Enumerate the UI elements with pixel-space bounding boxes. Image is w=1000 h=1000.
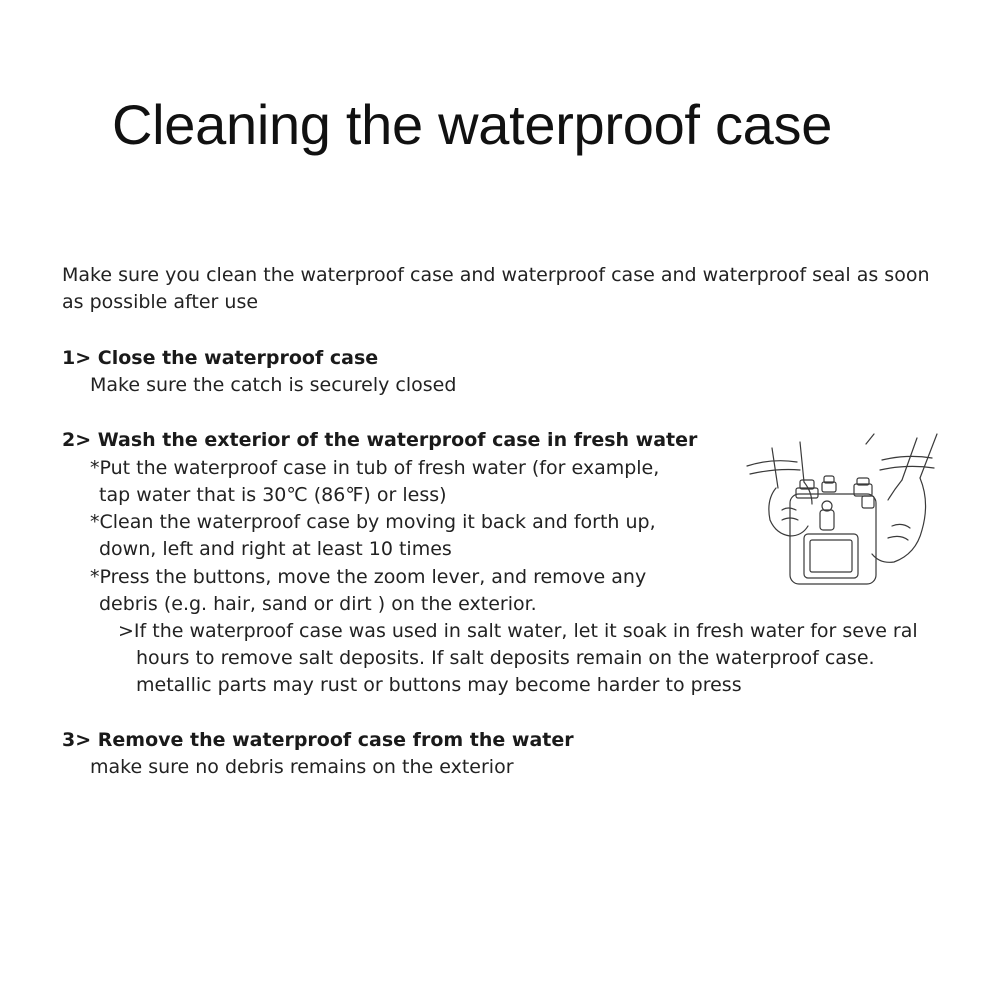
step-2-text: *Clean the waterproof case by moving it back and forth up, xyxy=(90,511,656,533)
step-1-heading: 1> Close the waterproof case xyxy=(62,347,379,369)
step-1-text: Make sure the catch is securely closed xyxy=(90,374,457,396)
step-2-text: *Press the buttons, move the zoom lever, and remove any xyxy=(90,566,647,588)
step-2-text: *Put the waterproof case in tub of fresh water (for example, xyxy=(90,457,660,479)
intro-line: Make sure you clean the waterproof case and waterproof case and waterproof seal as soon xyxy=(62,264,930,286)
step-2-text: tap water that is 30℃ (86℉) or less) xyxy=(99,484,447,506)
step-2-heading: 2> Wash the exterior of the waterproof case in fresh water xyxy=(62,429,698,451)
step-2-text: down, left and right at least 10 times xyxy=(99,538,452,560)
step-2-note: hours to remove salt deposits. If salt deposits remain on the waterproof case. xyxy=(136,647,875,669)
step-2-note: >If the waterproof case was used in salt water, let it soak in fresh water for seve ral xyxy=(118,620,918,642)
page-title: Cleaning the waterproof case xyxy=(112,93,833,156)
step-3-text: make sure no debris remains on the exterior xyxy=(90,756,514,778)
step-2-note: metallic parts may rust or buttons may become harder to press xyxy=(136,674,742,696)
intro-line: as possible after use xyxy=(62,291,259,313)
step-3-heading: 3> Remove the waterproof case from the water xyxy=(62,729,574,751)
hands-washing-camera-case-icon xyxy=(742,430,942,600)
step-2-text: debris (e.g. hair, sand or dirt ) on the exterior. xyxy=(99,593,537,615)
